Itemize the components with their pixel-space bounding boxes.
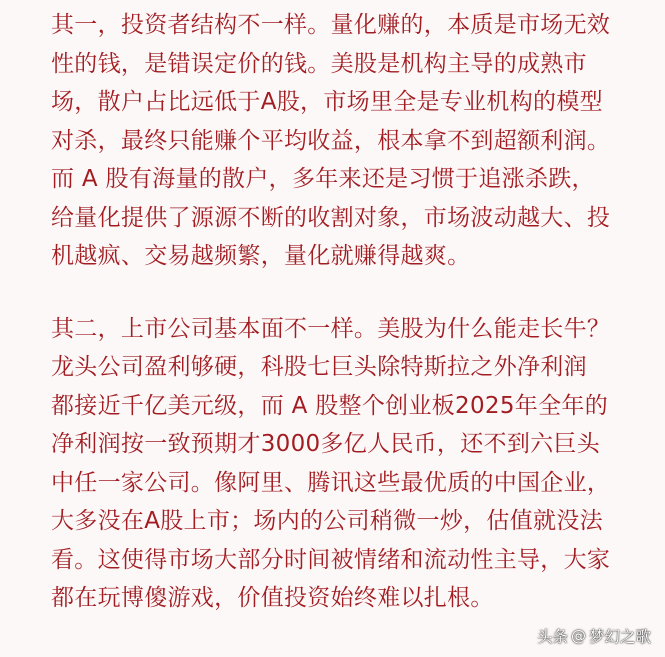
text-line: 场，散户占比远低于A股，市场里全是专业机构的模型 — [51, 89, 603, 115]
text-line: 而 A 股有海量的散户，多年来还是习惯于追涨杀跌， — [51, 166, 595, 192]
text-line: 其一，投资者结构不一样。量化赚的，本质是市场无效 — [51, 12, 611, 38]
platform-label: 头条 — [536, 628, 568, 646]
text-line: 中任一家公司。像阿里、腾讯这些最优质的中国企业， — [51, 469, 611, 496]
text-line: 性的钱，是错误定价的钱。美股是机构主导的成熟市 — [51, 50, 587, 77]
text-line: 龙头公司盈利够硬，科股七巨头除特斯拉之外净利润 — [51, 354, 587, 380]
text-line: 都在玩博傻游戏，价值投资始终难以扎根。 — [51, 585, 494, 611]
text-line: 对杀，最终只能赚个平均收益，根本拿不到超额利润。 — [51, 127, 611, 154]
text-line: 机越疯、交易越频繁，量化就赚得越爽。 — [51, 243, 471, 269]
paragraph-investor-structure — [51, 6, 665, 276]
text-line: 给量化提供了源源不断的收割对象，市场波动越大、投 — [51, 204, 611, 231]
text-line: 都接近千亿美元级，而 A 股整个创业板2025年全年的 — [51, 392, 608, 419]
author-name: 梦幻之歌 — [588, 628, 651, 646]
author-watermark — [537, 625, 651, 647]
text-line: 大多没在A股上市；场内的公司稍微一炒，估值就没法 — [51, 508, 603, 534]
text-line: 看。这使得市场大部分时间被情绪和流动性主导，大家 — [51, 546, 611, 573]
at-icon: @ — [570, 627, 586, 645]
text-line: 净利润按一致预期才3000多亿人民币，还不到六巨头 — [51, 431, 601, 457]
paragraph-company-fundamentals — [51, 310, 665, 618]
text-line: 其二，上市公司基本面不一样。美股为什么能走长牛？ — [51, 315, 611, 342]
